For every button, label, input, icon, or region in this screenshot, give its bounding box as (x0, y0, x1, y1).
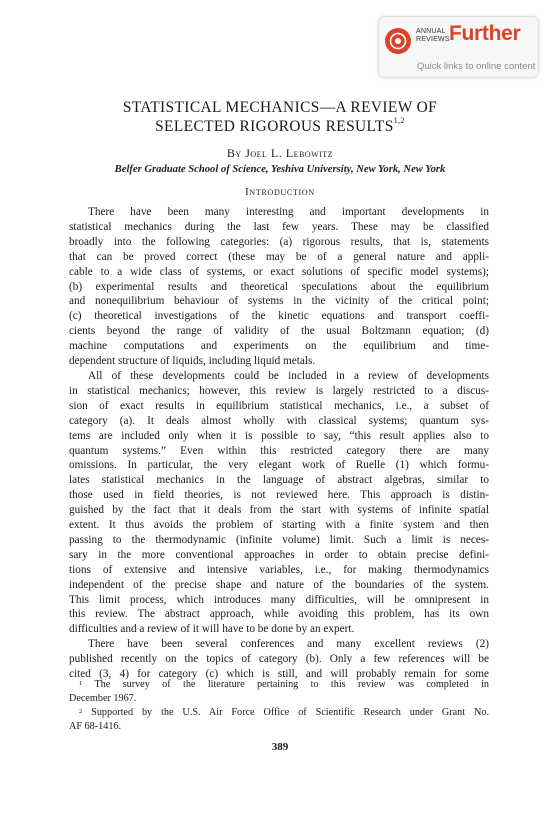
footnote-mark: 1 (79, 680, 83, 687)
text-line: tions of extensive and intensive variables, i.e., for making thermodynamics (69, 563, 489, 576)
article-body (69, 205, 489, 682)
text-line: this review. The abstract approach, while avoiding this problem, has its own (69, 608, 489, 621)
annual-label: ANNUAL (416, 28, 446, 35)
author-affiliation: Belfer Graduate School of Science, Yeshiva University, New York, New York (114, 164, 446, 175)
article-title-line-2 (0, 118, 560, 136)
text-line: published recently on the topics of category (b). Only a few references will be (69, 653, 489, 666)
reviews-label: REVIEWS (416, 36, 450, 43)
text-line: statistical mechanics during the last few years. These may be classified (69, 220, 489, 233)
quick-links-text[interactable]: Quick links to online content (417, 61, 536, 72)
text-line: independent of the precise shape and nature of the boundaries of the system. (69, 578, 489, 591)
body-paragraph (69, 637, 489, 682)
text-line: category (a). It deals almost wholly with classical systems; quantum sys- (69, 414, 489, 427)
article-title-line-2-text: SELECTED RIGOROUS RESULTS (155, 118, 394, 135)
footnote-2 (69, 706, 489, 733)
text-line: difficulties and a review of it will have to be done by an expert. (69, 623, 355, 636)
text-line: sion of exact results in equilibrium statistical mechanics, i.e., a subset of (69, 399, 489, 412)
text-line: lates statistical mechanics in the language of abstract algebras, similar to (69, 474, 489, 487)
footnote-1 (69, 678, 489, 705)
annual-reviews-logo-icon (385, 28, 411, 54)
article-title-line-1: STATISTICAL MECHANICS—A REVIEW OF (122, 99, 438, 116)
footnote-text: AF 68-1416. (69, 720, 122, 732)
text-line: machine computations and experiments on the equilibrium and time- (69, 340, 489, 353)
title-footnote-marks[interactable]: 1,2 (393, 116, 405, 125)
body-paragraph (69, 205, 489, 369)
text-line: dependent structure of liquids, including liquid metals. (69, 355, 316, 368)
further-label: Further (449, 22, 521, 45)
text-line: quantum systems.” Even within this restricted category there are many (69, 444, 489, 457)
body-paragraph (69, 369, 489, 637)
text-line: that can be proved correct (these may be of a general nature and appli- (69, 250, 489, 263)
footnote-text: Supported by the U.S. Air Force Office of Scientific Research under Grant No. (91, 707, 490, 718)
text-line: There have been many interesting and important developments in (88, 206, 489, 218)
text-line: cients beyond the range of validity of the usual Boltzmann equation; (d) (69, 325, 489, 338)
text-line: tems are included only when it is possible to say, “this result applies also to (69, 429, 489, 442)
text-line: This limit process, which introduces many difficulties, will be omnipresent in (69, 593, 489, 606)
text-line: cited (3, 4) for category (c) which is still, and will probably remain for some (69, 668, 489, 681)
section-heading: Introduction (245, 186, 315, 198)
further-badge[interactable] (378, 16, 539, 78)
text-line: (c) theoretical investigations of the kinetic equations and transport coeffi- (69, 310, 489, 323)
footnote-text: December 1967. (69, 692, 137, 704)
text-line: those used in field theories, is not reviewed here. This approach is distin- (69, 489, 489, 502)
text-line: broadly into the following categories: (a) rigorous results, that is, statements (69, 235, 489, 248)
text-line: guished by the fact that it deals from the start with systems of infinite spatial (69, 504, 489, 517)
text-line: extent. It thus avoids the problem of starting with a finite system and then (69, 519, 489, 532)
text-line: All of these developments could be included in a review of developments (88, 369, 489, 382)
text-line: cable to a wide class of systems, or exact solutions of specific model systems); (69, 265, 489, 278)
page-number: 389 (271, 741, 289, 753)
footnote-mark: 2 (79, 708, 83, 715)
text-line: sary in the more conventional approaches in order to obtain precise defini- (69, 548, 489, 561)
text-line: and nonequilibrium behaviour of systems in the vicinity of the critical point; (69, 295, 489, 308)
text-line: There have been several conferences and many excellent reviews (2) (88, 638, 489, 651)
text-line: (b) experimental results and theoretical speculations about the equilibrium (69, 280, 489, 293)
text-line: in statistical mechanics; however, this review is largely restricted to a discus- (69, 384, 489, 397)
author-byline: By Joel L. Lebowitz (226, 146, 334, 160)
footnote-text: The survey of the literature pertaining to this review was completed in (94, 679, 489, 690)
text-line: passing to the thermodynamic (infinite volume) limit. Such a limit is neces- (69, 533, 489, 546)
text-line: omissions. In particular, the very elegant work of Ruelle (1) which formu- (69, 459, 489, 472)
